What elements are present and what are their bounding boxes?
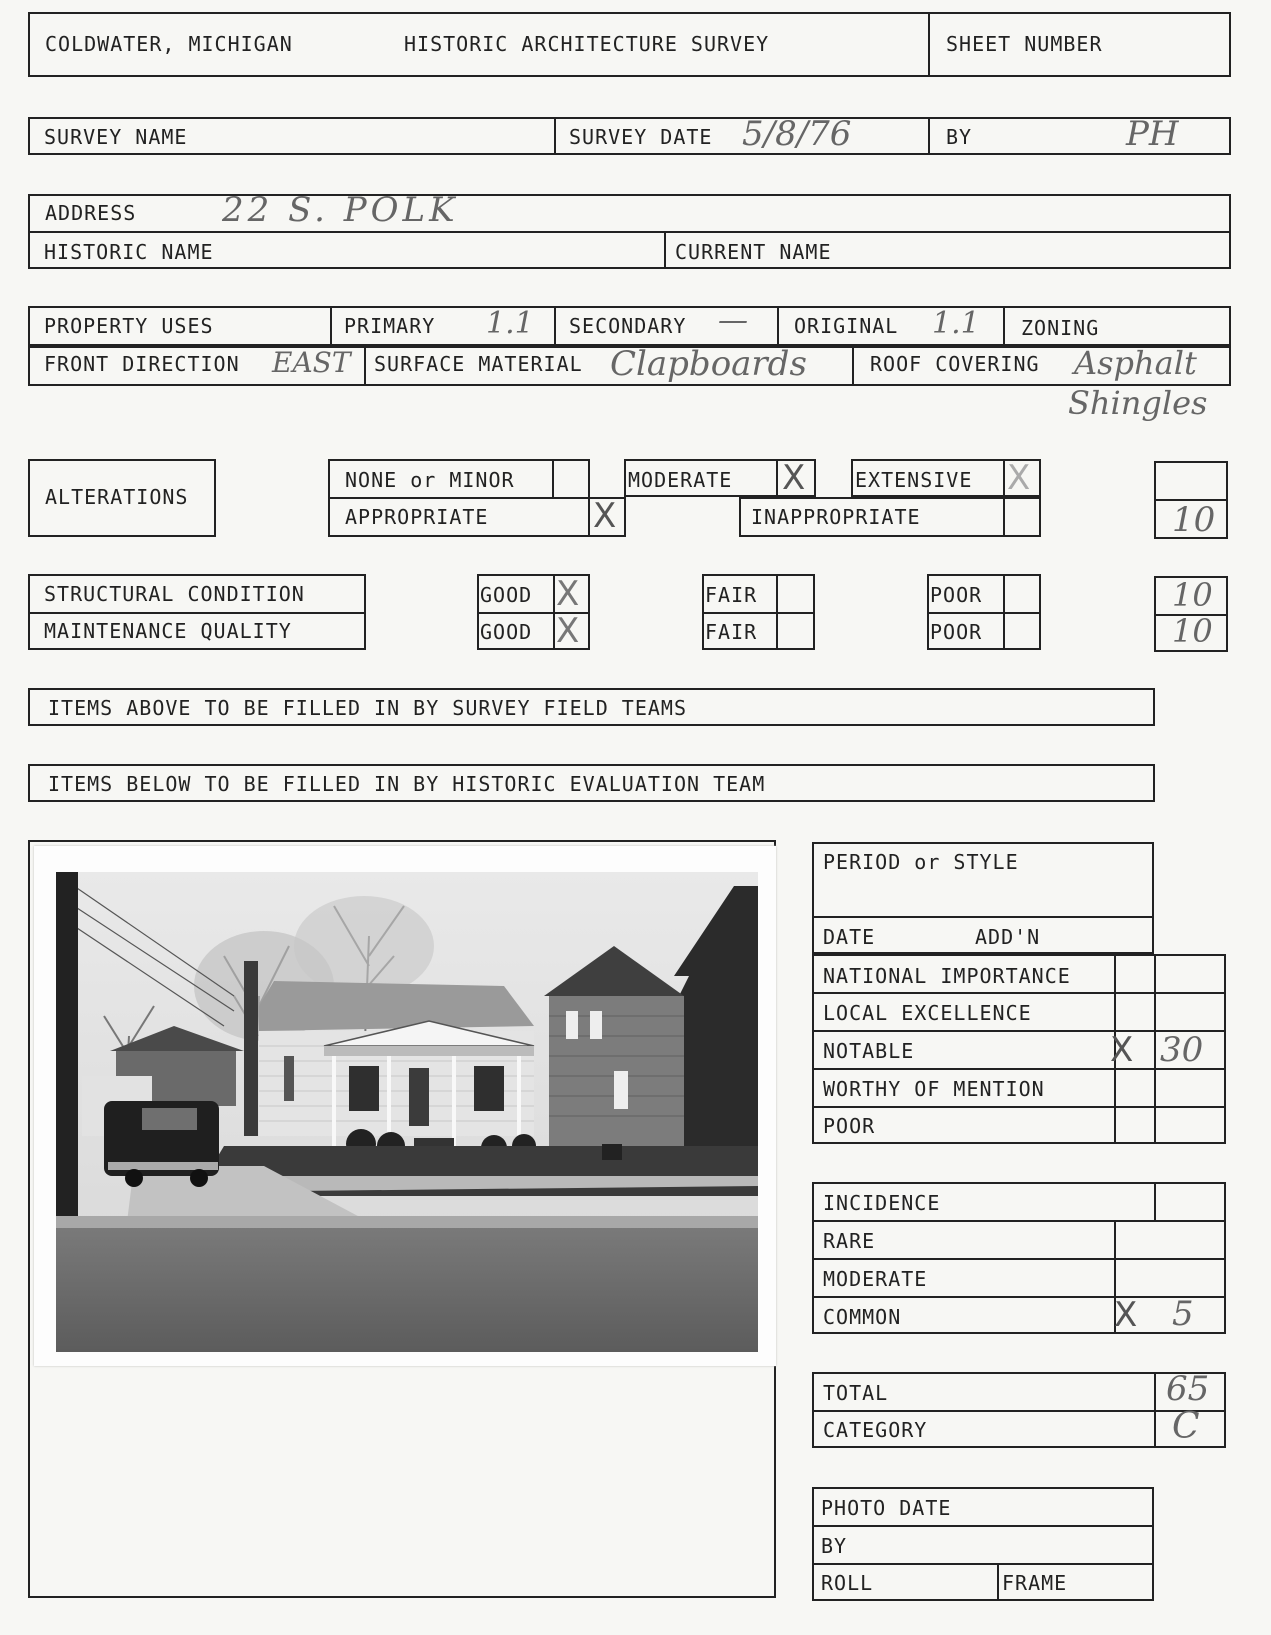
primary-value: 1.1 <box>486 306 534 341</box>
good-vdiv <box>553 574 555 650</box>
moderate-mark: X <box>782 458 806 498</box>
period-style-label: PERIOD or STYLE <box>823 850 1019 874</box>
maintenance-good-label: GOOD <box>480 620 533 644</box>
fair-vdiv <box>776 574 778 650</box>
common-score: 5 <box>1172 1294 1194 1334</box>
poor-hdiv <box>927 612 1041 614</box>
rare-label: RARE <box>823 1229 876 1253</box>
above-note: ITEMS ABOVE TO BE FILLED IN BY SURVEY FIELD TEAMS <box>48 696 688 720</box>
prop-div-2 <box>554 306 556 346</box>
photo-h1 <box>812 1525 1154 1527</box>
inc-h3 <box>812 1296 1226 1298</box>
header-city: COLDWATER, MICHIGAN <box>45 32 293 56</box>
extensive-mark: X <box>1007 458 1031 498</box>
alt-left-hdiv <box>328 497 626 499</box>
imp-h1 <box>812 992 1226 994</box>
moderate-check-div <box>776 459 778 497</box>
notable-label: NOTABLE <box>823 1039 915 1063</box>
address-value: 22 S. POLK <box>222 190 459 230</box>
totals-div <box>812 1410 1226 1412</box>
survey-by-label: BY <box>946 125 973 149</box>
maintenance-quality-label: MAINTENANCE QUALITY <box>44 619 292 643</box>
name-divider <box>664 231 666 269</box>
extensive-label: EXTENSIVE <box>855 468 973 492</box>
appropriate-mark: X <box>593 496 617 536</box>
surface-material-label: SURFACE MATERIAL <box>374 352 583 376</box>
structural-fair-label: FAIR <box>705 583 758 607</box>
common-mark: X <box>1114 1295 1138 1335</box>
house-photo <box>34 846 776 1366</box>
inappropriate-check-div <box>1003 497 1005 537</box>
roll-frame-div <box>997 1563 999 1601</box>
structural-condition-label: STRUCTURAL CONDITION <box>44 582 305 606</box>
inappropriate-label: INAPPROPRIATE <box>751 505 921 529</box>
structural-poor-label: POOR <box>930 583 983 607</box>
local-excellence-label: LOCAL EXCELLENCE <box>823 1001 1032 1025</box>
frame-label: FRAME <box>1002 1571 1068 1595</box>
survey-date-label: SURVEY DATE <box>569 125 713 149</box>
front-direction-label: FRONT DIRECTION <box>44 352 240 376</box>
maintenance-fair-label: FAIR <box>705 620 758 644</box>
importance-div-2 <box>1154 954 1156 1144</box>
category-value: C <box>1172 1406 1200 1447</box>
photo-h2 <box>812 1563 1154 1565</box>
poor-eval-label: POOR <box>823 1114 876 1138</box>
alt-none-check-div <box>552 459 554 497</box>
inc-h2 <box>812 1258 1226 1260</box>
roof-covering-label: ROOF COVERING <box>870 352 1040 376</box>
maintenance-poor-label: POOR <box>930 620 983 644</box>
survey-divider-1 <box>554 117 556 155</box>
address-divider <box>28 231 1231 233</box>
survey-date-value: 5/8/76 <box>742 114 852 154</box>
none-minor-label: NONE or MINOR <box>345 468 515 492</box>
roll-label: ROLL <box>821 1571 874 1595</box>
fair-hdiv <box>702 612 815 614</box>
condition-label-div <box>28 612 366 614</box>
primary-label: PRIMARY <box>344 314 436 338</box>
front-div-1 <box>364 346 366 386</box>
address-label: ADDRESS <box>45 201 137 225</box>
common-label: COMMON <box>823 1305 902 1329</box>
prop-div-1 <box>330 306 332 346</box>
header-title: HISTORIC ARCHITECTURE SURVEY <box>404 32 770 56</box>
addn-label: ADD'N <box>975 925 1041 949</box>
alterations-label: ALTERATIONS <box>45 485 189 509</box>
maintenance-good-mark: X <box>556 611 580 651</box>
photo-date-label: PHOTO DATE <box>821 1496 952 1520</box>
roof-covering-value-1: Asphalt <box>1074 344 1197 382</box>
date-label: DATE <box>823 925 876 949</box>
secondary-value: — <box>718 303 748 338</box>
moderate-incidence-label: MODERATE <box>823 1267 928 1291</box>
inc-h1 <box>812 1220 1226 1222</box>
prop-div-4 <box>1003 306 1005 346</box>
house-photo-svg <box>34 846 776 1366</box>
category-label: CATEGORY <box>823 1418 928 1442</box>
structural-good-mark: X <box>556 574 580 614</box>
maintenance-score: 10 <box>1172 612 1213 650</box>
structural-good-label: GOOD <box>480 583 533 607</box>
alterations-score: 10 <box>1172 500 1216 540</box>
header-divider <box>928 12 930 77</box>
historic-name-label: HISTORIC NAME <box>44 240 214 264</box>
incidence-label: INCIDENCE <box>823 1191 941 1215</box>
original-value: 1.1 <box>932 306 980 341</box>
totals-vdiv <box>1154 1372 1156 1448</box>
survey-name-label: SURVEY NAME <box>44 125 188 149</box>
period-div <box>812 916 1154 918</box>
prop-div-3 <box>777 306 779 346</box>
front-div-2 <box>852 346 854 386</box>
front-direction-value: EAST <box>272 346 351 379</box>
photo-by-label: BY <box>821 1534 848 1558</box>
total-value: 65 <box>1166 1369 1210 1409</box>
inc-div-2 <box>1154 1182 1156 1220</box>
worthy-label: WORTHY OF MENTION <box>823 1077 1045 1101</box>
current-name-label: CURRENT NAME <box>675 240 832 264</box>
appropriate-label: APPROPRIATE <box>345 505 489 529</box>
extensive-check-div <box>1003 459 1005 497</box>
survey-by-value: PH <box>1126 114 1179 154</box>
total-label: TOTAL <box>823 1381 889 1405</box>
sheet-number-label: SHEET NUMBER <box>946 32 1103 56</box>
roof-covering-value-2: Shingles <box>1068 384 1208 422</box>
surface-material-value: Clapboards <box>610 344 807 384</box>
national-importance-label: NATIONAL IMPORTANCE <box>823 964 1071 988</box>
imp-h4 <box>812 1106 1226 1108</box>
poor-vdiv <box>1003 574 1005 650</box>
secondary-label: SECONDARY <box>569 314 687 338</box>
structural-score: 10 <box>1172 576 1213 614</box>
notable-mark: X <box>1110 1030 1134 1070</box>
moderate-label: MODERATE <box>628 468 733 492</box>
property-uses-label: PROPERTY USES <box>44 314 214 338</box>
zoning-label: ZONING <box>1021 316 1100 340</box>
notable-score: 30 <box>1160 1030 1204 1070</box>
original-label: ORIGINAL <box>794 314 899 338</box>
survey-divider-2 <box>928 117 930 155</box>
below-note: ITEMS BELOW TO BE FILLED IN BY HISTORIC EVALUATION TEAM <box>48 772 766 796</box>
